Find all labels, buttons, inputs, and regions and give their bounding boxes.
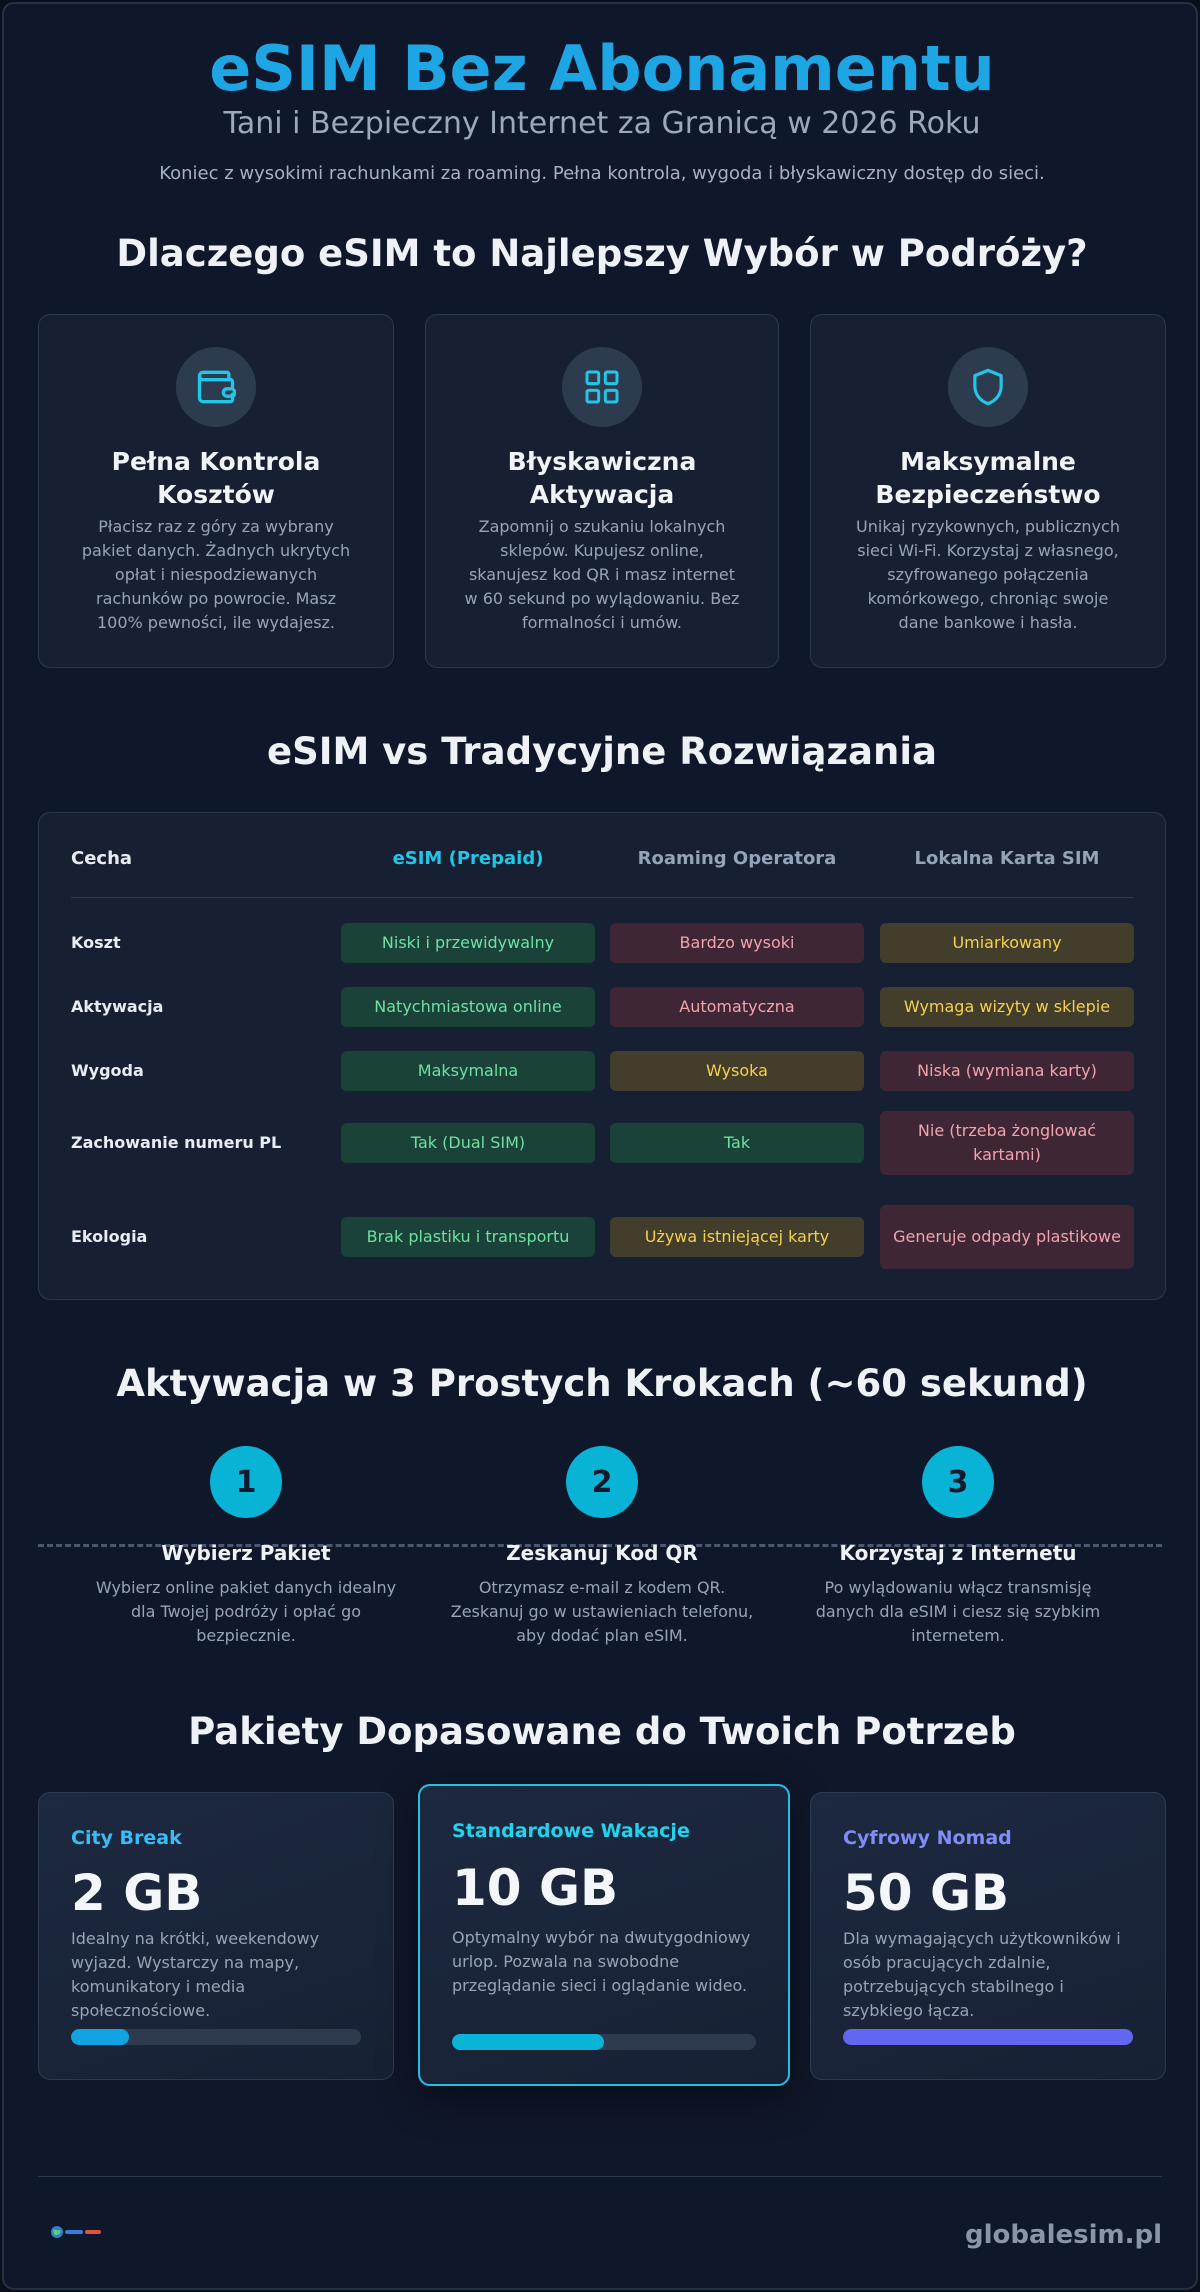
shield-icon [948,347,1028,427]
table-cell: Niska (wymiana karty) [880,1051,1134,1091]
step-title: Zeskanuj Kod QR [506,1541,698,1565]
package-usage-fill [71,2029,129,2045]
table-divider [71,897,1133,898]
table-cell: Umiarkowany [880,923,1134,963]
table-cell: Nie (trzeba żonglować kartami) [880,1111,1134,1175]
table-cell: Niski i przewidywalny [341,923,595,963]
feature-text: Zapomnij o szukaniu lokalnych sklepów. Kupujesz online, skanujesz kod QR i masz internet w 60 sekund po wylądowaniu. Bez formalności i umów. [464,517,740,632]
table-header-local-sim: Lokalna Karta SIM [914,848,1100,869]
comparison-table [38,812,1166,1300]
footer-divider [38,2176,1162,2177]
feature-title: Błyskawiczna Aktywacja [507,447,697,509]
table-cell: Generuje odpady plastikowe [880,1205,1134,1269]
table-row-label: Ekologia [71,1227,148,1246]
feature-card-cost [38,314,394,668]
step-title: Wybierz Pakiet [161,1541,331,1565]
table-cell: Brak plastiku i transportu [341,1217,595,1257]
package-text: Dla wymagających użytkowników i osób pracujących zdalnie, potrzebujących stabilnego i szybkiego łącza. [843,1929,1121,2020]
package-card-standard[interactable] [418,1784,790,2086]
package-card-nomad[interactable] [810,1792,1166,2080]
package-usage-fill [843,2029,1133,2045]
package-text: Idealny na krótki, weekendowy wyjazd. Wystarczy na mapy, komunikatory i media społecznościowe. [71,1929,320,2020]
table-row-label: Wygoda [71,1061,144,1080]
table-header-feature: Cecha [71,848,133,869]
grid-icon [562,347,642,427]
table-cell: Tak [610,1123,864,1163]
wallet-icon [176,347,256,427]
package-size: 10 GB [452,1859,619,1917]
feature-text: Unikaj ryzykownych, publicznych sieci Wi-Fi. Korzystaj z własnego, szyfrowanego połączenia komórkowego, chroniąc swoje dane bankowe i hasła. [856,517,1120,632]
package-usage-bar [843,2029,1133,2045]
package-usage-bar [452,2034,756,2050]
feature-card-activation [425,314,779,668]
feature-title: Maksymalne Bezpieczeństwo [875,447,1101,509]
footer-domain[interactable]: globalesim.pl [965,2220,1162,2250]
page-title: eSIM Bez Abonamentu [209,32,995,105]
feature-title: Pełna Kontrola Kosztów [111,447,321,509]
package-card-city-break[interactable] [38,1792,394,2080]
package-usage-fill [452,2034,604,2050]
page-subtitle: Tani i Bezpieczny Internet za Granicą w 2026 Roku [223,106,981,141]
table-cell: Używa istniejącej karty [610,1217,864,1257]
page-lead: Koniec z wysokimi rachunkami za roaming. Pełna kontrola, wygoda i błyskawiczny dostęp do sieci. [159,163,1045,184]
table-row-label: Aktywacja [71,997,164,1016]
package-name: City Break [71,1827,182,1849]
page-frame [2,2,1198,2290]
step-text: Po wylądowaniu włącz transmisję danych dla eSIM i ciesz się szybkim internetem. [815,1578,1101,1645]
step-text: Wybierz online pakiet danych idealny dla Twojej podróży i opłać go bezpiecznie. [95,1578,397,1645]
table-header-esim: eSIM (Prepaid) [392,848,544,869]
feature-text: Płacisz raz z góry za wybrany pakiet danych. Żadnych ukrytych opłat i niespodziewanych rachunków po powrocie. Masz 100% pewności, ile wydajesz. [81,517,351,632]
step-number: 3 [922,1446,994,1518]
table-header-roaming: Roaming Operatora [637,848,837,869]
table-cell: Automatyczna [610,987,864,1027]
step-number: 1 [210,1446,282,1518]
step-title: Korzystaj z Internetu [839,1541,1077,1565]
table-cell: Wysoka [610,1051,864,1091]
package-usage-bar [71,2029,361,2045]
table-row-label: Zachowanie numeru PL [71,1133,282,1152]
feature-card-security [810,314,1166,668]
table-cell: Tak (Dual SIM) [341,1123,595,1163]
package-size: 50 GB [843,1864,1010,1922]
step-text: Otrzymasz e-mail z kodem QR. Zeskanuj go w ustawieniach telefonu, aby dodać plan eSIM. [450,1578,754,1645]
table-cell: Natychmiastowa online [341,987,595,1027]
step-number: 2 [566,1446,638,1518]
package-size: 2 GB [71,1864,203,1922]
table-cell: Maksymalna [341,1051,595,1091]
package-name: Cyfrowy Nomad [843,1827,1012,1849]
table-row-label: Koszt [71,933,121,952]
steps-heading: Aktywacja w 3 Prostych Krokach (~60 sekund) [116,1362,1088,1405]
package-name: Standardowe Wakacje [452,1820,690,1842]
package-text: Optymalny wybór na dwutygodniowy urlop. Pozwala na swobodne przeglądanie sieci i oglądanie wideo. [452,1928,751,1995]
table-cell: Bardzo wysoki [610,923,864,963]
packages-heading: Pakiety Dopasowane do Twoich Potrzeb [188,1710,1016,1753]
globe-logo-icon[interactable] [48,2222,108,2246]
why-heading: Dlaczego eSIM to Najlepszy Wybór w Podróży? [116,232,1088,275]
table-cell: Wymaga wizyty w sklepie [880,987,1134,1027]
compare-heading: eSIM vs Tradycyjne Rozwiązania [266,730,938,773]
